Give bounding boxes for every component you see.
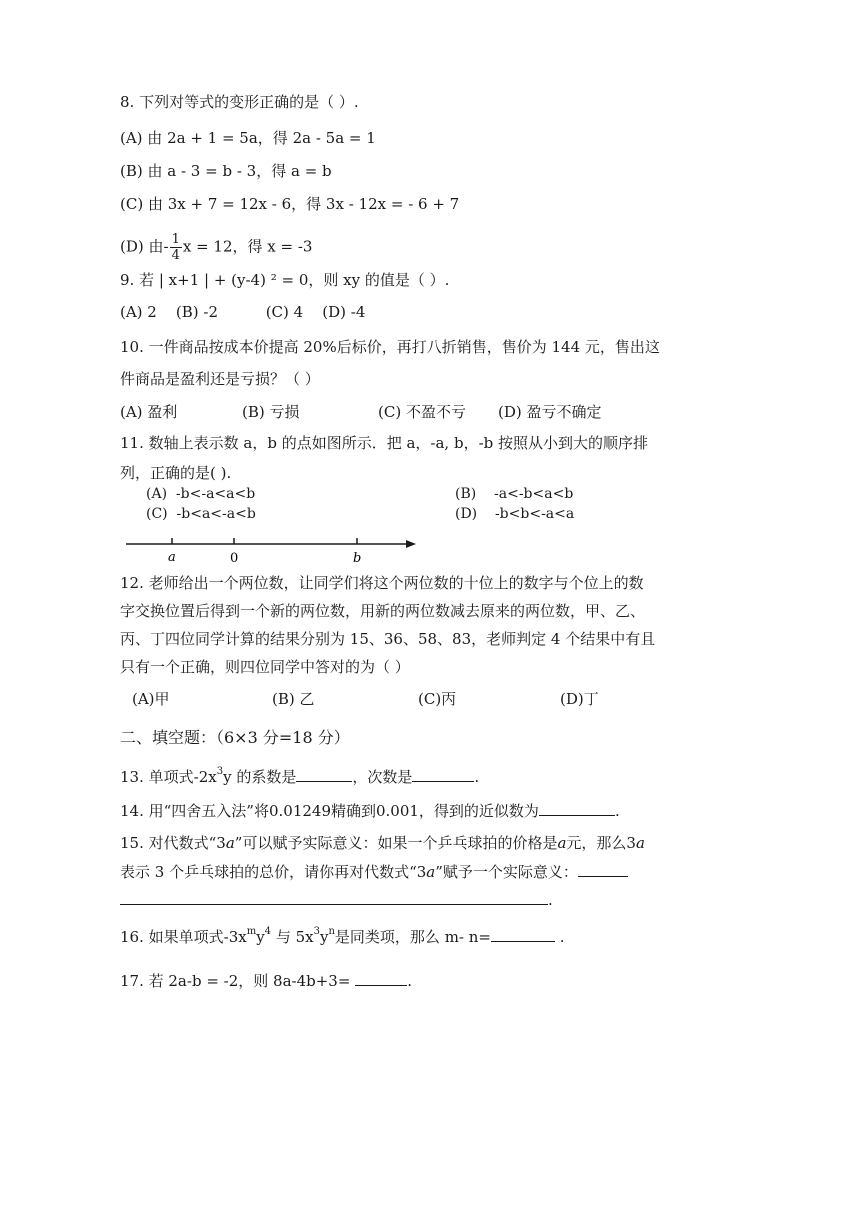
q16-suffix: 是同类项，那么 m- n= bbox=[334, 928, 491, 946]
q10-line-1: 10. 一件商品按成本价提高 20%后标价，再打八折销售，售价为 144 元，售出这 bbox=[120, 338, 660, 356]
axis-arrow bbox=[406, 540, 416, 548]
q16-exp-m: m bbox=[246, 926, 257, 937]
label-b: b bbox=[353, 551, 362, 566]
q8-option-b: (B) 由 a - 3 = b - 3，得 a = b bbox=[120, 162, 332, 180]
q15-blank-1[interactable] bbox=[578, 862, 628, 877]
q15-l1-var3: a bbox=[635, 834, 645, 852]
q15-l1-var: a bbox=[225, 834, 235, 852]
q8-d-suffix: x = 12，得 x = -3 bbox=[182, 237, 313, 256]
q15-l2-c: ”赋予一个实际意义： bbox=[435, 863, 578, 881]
q11-line-1: 11. 数轴上表示数 a，b 的点如图所示．把 a，-a, b，-b 按照从小到大的顺序排 bbox=[120, 434, 649, 452]
q17-blank[interactable] bbox=[355, 971, 407, 986]
q8-option-d bbox=[120, 232, 312, 263]
q17 bbox=[120, 971, 412, 991]
q13-end: . bbox=[474, 768, 480, 786]
q15-blank-2[interactable] bbox=[120, 890, 548, 905]
q13-mid: y 的系数是 bbox=[223, 768, 297, 786]
fraction-one-quarter bbox=[170, 232, 182, 263]
q9-stem: 9. 若 | x+1 | + (y-4) ² = 0，则 xy 的值是（ ）. bbox=[120, 271, 450, 289]
q15-line-2 bbox=[120, 862, 628, 882]
q12-line-2: 字交换位置后得到一个新的两位数，用新的两位数减去原来的两位数，甲、乙、 bbox=[120, 602, 646, 620]
q10-option-c: (C) 不盈不亏 bbox=[378, 403, 466, 421]
q11-line-2: 列，正确的是( ). bbox=[120, 464, 232, 482]
q8-d-prefix: (D) 由- bbox=[120, 237, 169, 256]
q16-exp-n: n bbox=[328, 926, 335, 937]
q13 bbox=[120, 767, 479, 787]
q15-l1-var2: a bbox=[557, 834, 567, 852]
q10-option-d: (D) 盈亏不确定 bbox=[498, 403, 602, 421]
q16 bbox=[120, 927, 565, 947]
q15-line-3 bbox=[120, 890, 553, 910]
q13-mid2: ，次数是 bbox=[352, 768, 413, 786]
q10-option-b: (B) 亏损 bbox=[242, 403, 300, 421]
q13-blank-coefficient[interactable] bbox=[296, 767, 352, 782]
q17-text: 17. 若 2a-b = -2，则 8a-4b+3= bbox=[120, 972, 351, 990]
q11-option-b: (B) -a<-b<a<b bbox=[455, 486, 574, 502]
q15-l2-var: a bbox=[426, 863, 436, 881]
q11-option-a: (A) -b<-a<a<b bbox=[146, 486, 256, 502]
q16-exp-3: 3 bbox=[313, 926, 320, 937]
q14-end: . bbox=[614, 802, 620, 820]
q12-line-4: 只有一个正确，则四位同学中答对的为（ ） bbox=[120, 658, 410, 676]
q10-option-a: (A) 盈利 bbox=[120, 403, 178, 421]
q15-l1-e: 元，那么3 bbox=[566, 834, 636, 852]
q13-prefix: 13. 单项式-2x bbox=[120, 768, 217, 786]
q15-l1-a: 15. 对代数式“3 bbox=[120, 834, 226, 852]
q15-l2-a: 表示 3 个乒乓球拍的总价，请你再对代数式“3 bbox=[120, 863, 427, 881]
q11-option-c: (C) -b<a<-a<b bbox=[146, 506, 256, 522]
q13-blank-degree[interactable] bbox=[412, 767, 474, 782]
q12-line-1: 12. 老师给出一个两位数，让同学们将这个两位数的十位上的数字与个位上的数 bbox=[120, 574, 644, 592]
q12-line-3: 丙、丁四位同学计算的结果分别为 15、36、58、83，老师判定 4 个结果中有且 bbox=[120, 630, 656, 648]
q8-option-c: (C) 由 3x + 7 = 12x - 6，得 3x - 12x = - 6 + 7 bbox=[120, 195, 460, 213]
label-a: a bbox=[168, 550, 176, 565]
q16-end: . bbox=[559, 928, 565, 946]
q16-mid: 与 5x bbox=[275, 928, 314, 946]
q16-y1: y bbox=[256, 928, 265, 946]
q16-exp-4: 4 bbox=[264, 926, 272, 937]
q11-option-d: (D) -b<b<-a<a bbox=[455, 506, 575, 522]
q14 bbox=[120, 801, 620, 821]
q16-blank[interactable] bbox=[491, 927, 555, 942]
q14-text: 14. 用“四舍五入法”将0.01249精确到0.001，得到的近似数为 bbox=[120, 802, 539, 820]
q15-l1-c: ”可以赋予实际意义：如果一个乒乓球拍的价格是 bbox=[234, 834, 558, 852]
fraction-denominator: 4 bbox=[171, 248, 180, 263]
q13-exponent: 3 bbox=[216, 766, 224, 777]
q8-stem: 8. 下列对等式的变形正确的是（ ）. bbox=[120, 93, 359, 111]
q17-end: . bbox=[407, 972, 412, 990]
q12-option-b: (B) 乙 bbox=[272, 690, 315, 708]
section-title: 二、填空题：（6×3 分=18 分） bbox=[120, 728, 350, 747]
q14-blank[interactable] bbox=[539, 801, 615, 816]
q8-option-a: (A) 由 2a + 1 = 5a，得 2a - 5a = 1 bbox=[120, 129, 376, 147]
q10-line-2: 件商品是盈利还是亏损？（ ） bbox=[120, 370, 320, 388]
q16-y2: y bbox=[319, 928, 329, 946]
fraction-numerator: 1 bbox=[171, 232, 180, 247]
number-line-graphic bbox=[126, 532, 426, 572]
q12-option-c: (C)丙 bbox=[418, 690, 457, 708]
q9-options: (A) 2 (B) -2 (C) 4 (D) -4 bbox=[120, 303, 366, 321]
q16-prefix: 16. 如果单项式-3x bbox=[120, 928, 247, 946]
q15-end: . bbox=[548, 891, 553, 909]
number-line bbox=[126, 532, 426, 572]
label-zero: 0 bbox=[230, 551, 239, 566]
q12-option-d: (D)丁 bbox=[560, 690, 599, 708]
q15-line-1 bbox=[120, 833, 645, 853]
q12-option-a: (A)甲 bbox=[132, 690, 170, 708]
